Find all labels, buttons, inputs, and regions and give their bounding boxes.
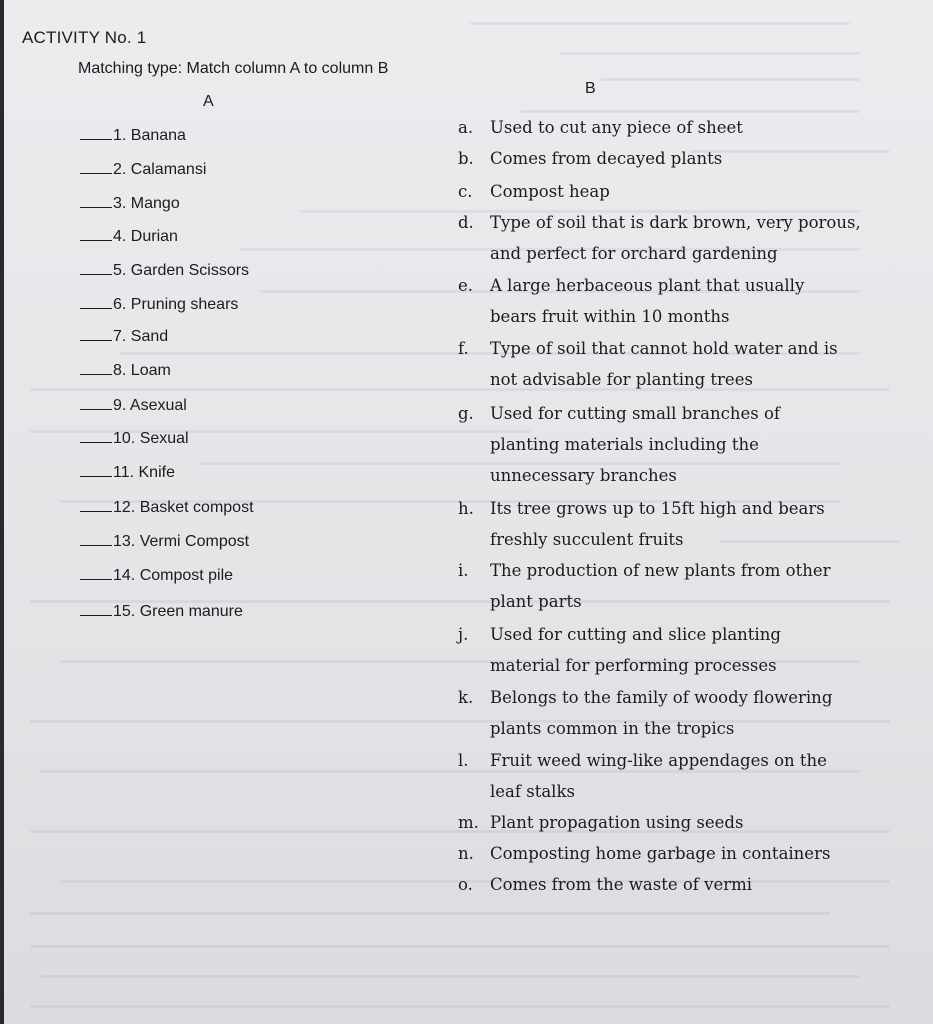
answer-blank[interactable]: [80, 511, 112, 512]
column-a-header: A: [203, 93, 214, 110]
column-b-item: f. Type of soil that cannot hold water and is not advisable for planting trees: [458, 339, 838, 389]
column-a-item: 10. Sexual: [80, 430, 189, 448]
column-b-item: e. A large herbaceous plant that usually bears fruit within 10 months: [458, 276, 805, 326]
column-b-item: o. Comes from the waste of vermi: [458, 875, 753, 894]
column-a-item: 8. Loam: [80, 362, 171, 380]
column-a-item: 3. Mango: [80, 195, 180, 213]
column-a-item: 14. Compost pile: [80, 567, 233, 585]
column-b-item: a. Used to cut any piece of sheet: [458, 118, 743, 137]
column-a-item: 6. Pruning shears: [80, 296, 238, 314]
answer-blank[interactable]: [80, 308, 112, 309]
column-b-item: j. Used for cutting and slice planting material for performing processes: [458, 625, 781, 675]
page-edge-shadow: [0, 0, 4, 1024]
column-a-item: 11. Knife: [80, 464, 175, 482]
answer-blank[interactable]: [80, 409, 112, 410]
answer-blank[interactable]: [80, 442, 112, 443]
answer-blank[interactable]: [80, 139, 112, 140]
column-a-item: 12. Basket compost: [80, 499, 254, 517]
column-b-item: l. Fruit weed wing-like appendages on the leaf stalks: [458, 751, 827, 801]
answer-blank[interactable]: [80, 579, 112, 580]
column-b-item: n. Composting home garbage in containers: [458, 844, 831, 863]
answer-blank[interactable]: [80, 173, 112, 174]
column-b-item: k. Belongs to the family of woody flowering plants common in the tropics: [458, 688, 833, 738]
answer-blank[interactable]: [80, 274, 112, 275]
column-b-item: m. Plant propagation using seeds: [458, 813, 744, 832]
instructions: Matching type: Match column A to column B: [78, 60, 389, 77]
answer-blank[interactable]: [80, 545, 112, 546]
column-a-item: 9. Asexual: [80, 397, 187, 415]
answer-blank[interactable]: [80, 615, 112, 616]
answer-blank[interactable]: [80, 476, 112, 477]
column-a-item: 5. Garden Scissors: [80, 262, 249, 280]
column-a-item: 2. Calamansi: [80, 161, 206, 179]
column-a-item: 15. Green manure: [80, 603, 243, 621]
column-b-item: d. Type of soil that is dark brown, very porous, and perfect for orchard gardening: [458, 213, 861, 263]
column-b-header: B: [585, 80, 596, 97]
column-a-item: 13. Vermi Compost: [80, 533, 249, 551]
column-a-item: 4. Durian: [80, 228, 178, 246]
answer-blank[interactable]: [80, 340, 112, 341]
column-b-item: b. Comes from decayed plants: [458, 149, 723, 168]
column-b-item: c. Compost heap: [458, 182, 610, 201]
answer-blank[interactable]: [80, 207, 112, 208]
column-b-item: i. The production of new plants from other plant parts: [458, 561, 831, 611]
answer-blank[interactable]: [80, 374, 112, 375]
column-a-item: 7. Sand: [80, 328, 168, 346]
activity-title: ACTIVITY No. 1: [22, 28, 147, 47]
answer-blank[interactable]: [80, 240, 112, 241]
column-a-item: 1. Banana: [80, 127, 186, 145]
column-b-item: g. Used for cutting small branches of planting materials including the unnecessary branches: [458, 404, 781, 485]
column-b-item: h. Its tree grows up to 15ft high and bears freshly succulent fruits: [458, 499, 825, 549]
